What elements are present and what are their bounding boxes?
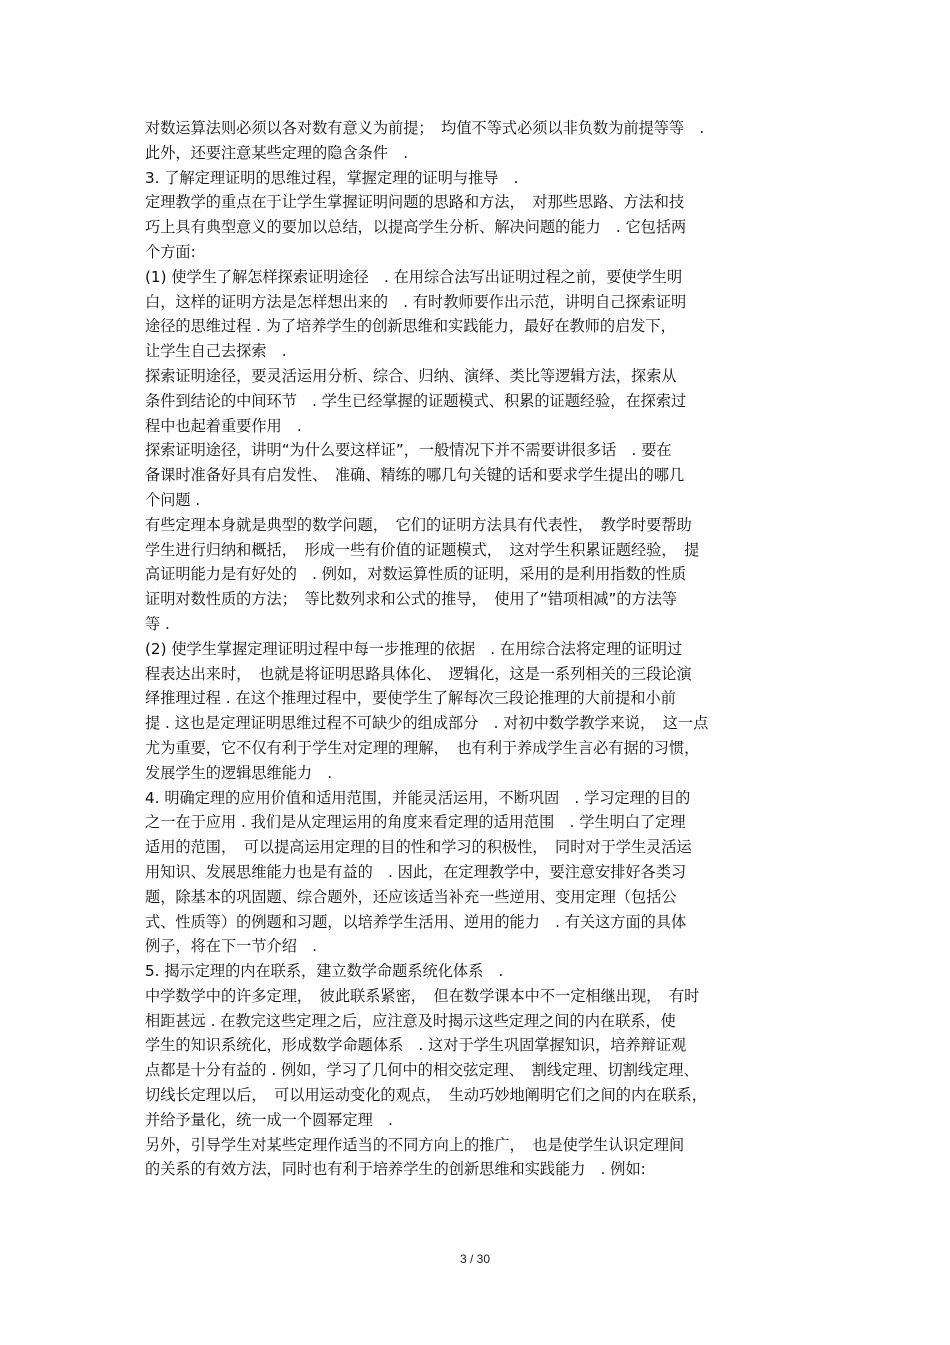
text-line: 相距甚远 . 在教完这些定理之后，应注意及时揭示这些定理之间的内在联系，使 <box>145 1011 676 1030</box>
text-line: 个方面: <box>145 242 196 261</box>
page-body-text <box>145 116 820 1182</box>
text-line: 学生进行归纳和概括， 形成一些有价值的证题模式， 这对学生积累证题经验， 提 <box>145 540 700 559</box>
text-line: 学生的知识系统化，形成数学命题体系 . 这对于学生巩固掌握知识，培养辩证观 <box>145 1036 687 1055</box>
text-line: 之一在于应用 . 我们是从定理运用的角度来看定理的适用范围 . 学生明白了定理 <box>145 813 686 832</box>
text-line: 程中也起着重要作用 . <box>145 416 302 435</box>
text-line: 提 . 这也是定理证明思维过程不可缺少的组成部分 . 对初中数学教学来说， 这一点 <box>145 714 709 733</box>
text-line: 探索证明途径，要灵活运用分析、综合、归纳、演绎、类比等逻辑方法，探索从 <box>145 366 677 385</box>
text-line: 尤为重要，它不仅有利于学生对定理的理解， 也有利于养成学生言必有据的习惯， <box>145 738 700 757</box>
text-line: (2) 使学生掌握定理证明过程中每一步推理的依据 . 在用综合法将定理的证明过 <box>145 639 683 658</box>
text-line: (1) 使学生了解怎样探索证明途径 . 在用综合法写出证明过程之前，要使学生明 <box>145 267 683 286</box>
text-line: 的关系的有效方法，同时也有利于培养学生的创新思维和实践能力 . 例如: <box>145 1160 646 1179</box>
text-line: 切线长定理以后， 可以用运动变化的观点， 生动巧妙地阐明它们之间的内在联系， <box>145 1086 707 1105</box>
text-line: 适用的范围， 可以提高运用定理的目的性和学习的积极性， 同时对于学生灵活运 <box>145 838 692 857</box>
text-line: 途径的思维过程 . 为了培养学生的创新思维和实践能力，最好在教师的启发下， <box>145 317 676 336</box>
text-line: 对数运算法则必须以各对数有意义为前提； 均值不等式必须以非负数为前提等等 . <box>145 119 705 137</box>
text-line: 巧上具有典型意义的要加以总结，以提高学生分析、解决问题的能力 . 它包括两 <box>145 218 687 237</box>
text-line: 等 . <box>145 614 170 633</box>
text-line: 并给予量化，统一成一个圆幂定理 . <box>145 1110 393 1129</box>
text-line: 程表达出来时， 也就是将证明思路具体化、 逻辑化，这是一系列相关的三段论演 <box>145 664 692 683</box>
text-line: 证明对数性质的方法； 等比数列求和公式的推导， 使用了“错项相减”的方法等 <box>145 590 678 609</box>
text-line: 3. 了解定理证明的思维过程，掌握定理的证明与推导 . <box>145 168 519 187</box>
text-line: 让学生自己去探索 . <box>145 342 287 361</box>
text-line: 高证明能力是有好处的 . 例如，对数运算性质的证明，采用的是利用指数的性质 <box>145 565 687 584</box>
text-line: 中学数学中的许多定理， 彼此联系紧密， 但在数学课本中不一定相继出现， 有时 <box>145 986 700 1005</box>
text-line: 定理教学的重点在于让学生掌握证明问题的思路和方法， 对那些思路、方法和技 <box>145 193 685 212</box>
text-line: 题，除基本的巩固题、综合题外，还应该适当补充一些逆用、变用定理（包括公 <box>145 887 677 906</box>
text-line: 点都是十分有益的 . 例如，学习了几何中的相交弦定理、 割线定理、切割线定理、 <box>145 1061 699 1080</box>
text-line: 绎推理过程 . 在这个推理过程中，要使学生了解每次三段论推理的大前提和小前 <box>145 689 676 708</box>
text-line: 例子，将在下一节介绍 . <box>145 937 317 956</box>
text-line: 用知识、发展思维能力也是有益的 . 因此，在定理教学中，要注意安排好各类习 <box>145 862 687 881</box>
text-line: 有些定理本身就是典型的数学问题， 它们的证明方法具有代表性， 教学时要帮助 <box>145 515 692 534</box>
text-line: 4. 明确定理的应用价值和适用范围，并能灵活运用，不断巩固 . 学习定理的目的 <box>145 788 691 807</box>
text-line: 式、性质等）的例题和习题，以培养学生活用、逆用的能力 . 有关这方面的具体 <box>145 912 687 931</box>
text-line: 发展学生的逻辑思维能力 . <box>145 763 333 782</box>
text-line: 此外，还要注意某些定理的隐含条件 . <box>145 143 409 162</box>
text-line: 白，这样的证明方法是怎样想出来的 . 有时教师要作出示范，讲明自己探索证明 <box>145 292 687 311</box>
text-line: 5. 揭示定理的内在联系，建立数学命题系统化体系 . <box>145 962 504 981</box>
text-line: 个问题 . <box>145 490 201 509</box>
text-line: 另外，引导学生对某些定理作适当的不同方向上的推广， 也是使学生认识定理间 <box>145 1135 685 1154</box>
text-line: 备课时准备好具有启发性、 准确、精练的哪几句关键的话和要求学生提出的哪几 <box>145 466 685 485</box>
text-line: 探索证明途径，讲明“为什么要这样证”，一般情况下并不需要讲很多话 . 要在 <box>145 441 672 460</box>
page-number: 3 / 30 <box>459 1252 491 1266</box>
text-line: 条件到结论的中间环节 . 学生已经掌握的证题模式、积累的证题经验，在探索过 <box>145 391 687 410</box>
